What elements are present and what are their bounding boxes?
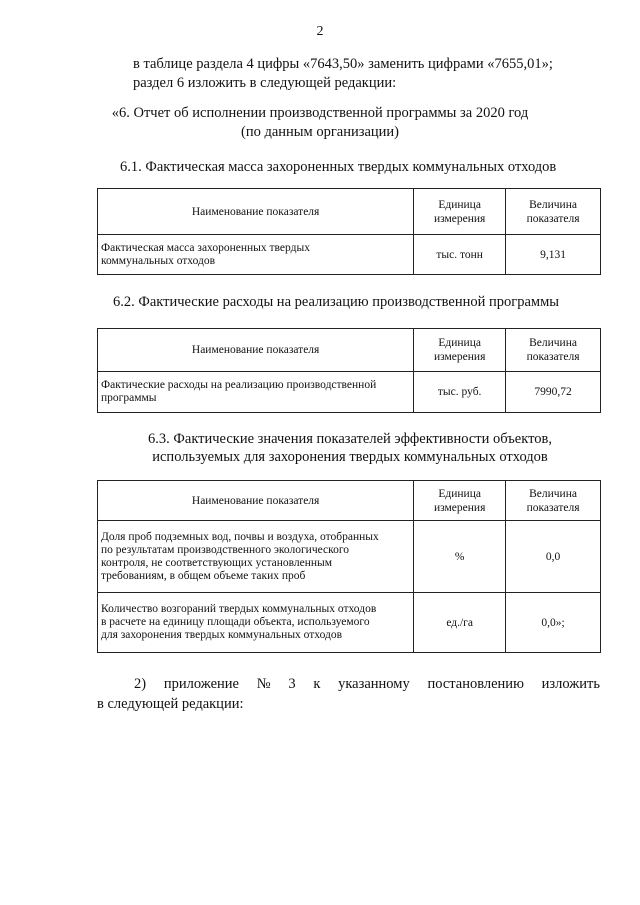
closing-word: постановлению bbox=[427, 676, 524, 692]
cell-name: Фактические расходы на реализацию производственной программы bbox=[98, 372, 414, 413]
header-value: Величина показателя bbox=[506, 329, 601, 372]
table-header-row bbox=[98, 189, 601, 235]
header-name: Наименование показателя bbox=[98, 189, 414, 235]
cell-unit: тыс. тонн bbox=[414, 235, 506, 275]
table-row bbox=[98, 372, 601, 413]
header-name: Наименование показателя bbox=[98, 329, 414, 372]
section-6-3-heading-1: 6.3. Фактические значения показателей эффективности объектов, bbox=[148, 431, 552, 447]
closing-word: приложение bbox=[163, 676, 239, 692]
closing-word: изложить bbox=[541, 676, 600, 692]
header-value: Величина показателя bbox=[506, 481, 601, 521]
header-unit: Единица измерения bbox=[414, 189, 506, 235]
cell-name: Доля проб подземных вод, почвы и воздуха, отобранных по результатам производственного экологического контроля, не соответствующих установленным требованиям, в общем объеме таких проб bbox=[98, 521, 414, 593]
closing-word: 2) bbox=[134, 676, 147, 692]
cell-value: 7990,72 bbox=[506, 372, 601, 413]
table-header-row bbox=[98, 329, 601, 372]
table-row bbox=[98, 235, 601, 275]
header-value: Величина показателя bbox=[506, 189, 601, 235]
cell-name: Фактическая масса захороненных твердых коммунальных отходов bbox=[98, 235, 414, 275]
table-row bbox=[98, 593, 601, 653]
cell-unit: тыс. руб. bbox=[414, 372, 506, 413]
table-row bbox=[98, 521, 601, 593]
table-6-1 bbox=[97, 188, 601, 275]
table-6-3 bbox=[97, 480, 601, 653]
page-number: 2 bbox=[316, 24, 324, 39]
closing-word: указанному bbox=[338, 676, 410, 692]
cell-name: Количество возгораний твердых коммунальных отходов в расчете на единицу площади объекта, используемого для захоронения твердых коммунальных отходов bbox=[98, 593, 414, 653]
closing-word: к bbox=[313, 676, 321, 692]
closing-word: 3 bbox=[288, 676, 296, 692]
cell-unit: ед./га bbox=[414, 593, 506, 653]
report-title-line-2: (по данным организации) bbox=[240, 124, 399, 140]
report-title-line-1: «6. Отчет об исполнении производственной программы за 2020 год bbox=[111, 105, 529, 121]
section-6-1-heading: 6.1. Фактическая масса захороненных твердых коммунальных отходов bbox=[120, 159, 557, 175]
closing-line-2: в следующей редакции: bbox=[97, 696, 244, 712]
cell-value: 0,0 bbox=[506, 521, 601, 593]
cell-value: 0,0»; bbox=[506, 593, 601, 653]
intro-line-2: раздел 6 изложить в следующей редакции: bbox=[133, 75, 397, 91]
section-6-3-heading-2: используемых для захоронения твердых коммунальных отходов bbox=[152, 449, 548, 465]
header-unit: Единица измерения bbox=[414, 329, 506, 372]
section-6-2-heading: 6.2. Фактические расходы на реализацию производственной программы bbox=[113, 294, 560, 310]
cell-unit: % bbox=[414, 521, 506, 593]
closing-line-1 bbox=[134, 676, 600, 693]
cell-value: 9,131 bbox=[506, 235, 601, 275]
header-name: Наименование показателя bbox=[98, 481, 414, 521]
closing-word: № bbox=[256, 676, 271, 692]
intro-line-1: в таблице раздела 4 цифры «7643,50» заменить цифрами «7655,01»; bbox=[133, 56, 553, 72]
table-6-2 bbox=[97, 328, 601, 413]
table-header-row bbox=[98, 481, 601, 521]
header-unit: Единица измерения bbox=[414, 481, 506, 521]
